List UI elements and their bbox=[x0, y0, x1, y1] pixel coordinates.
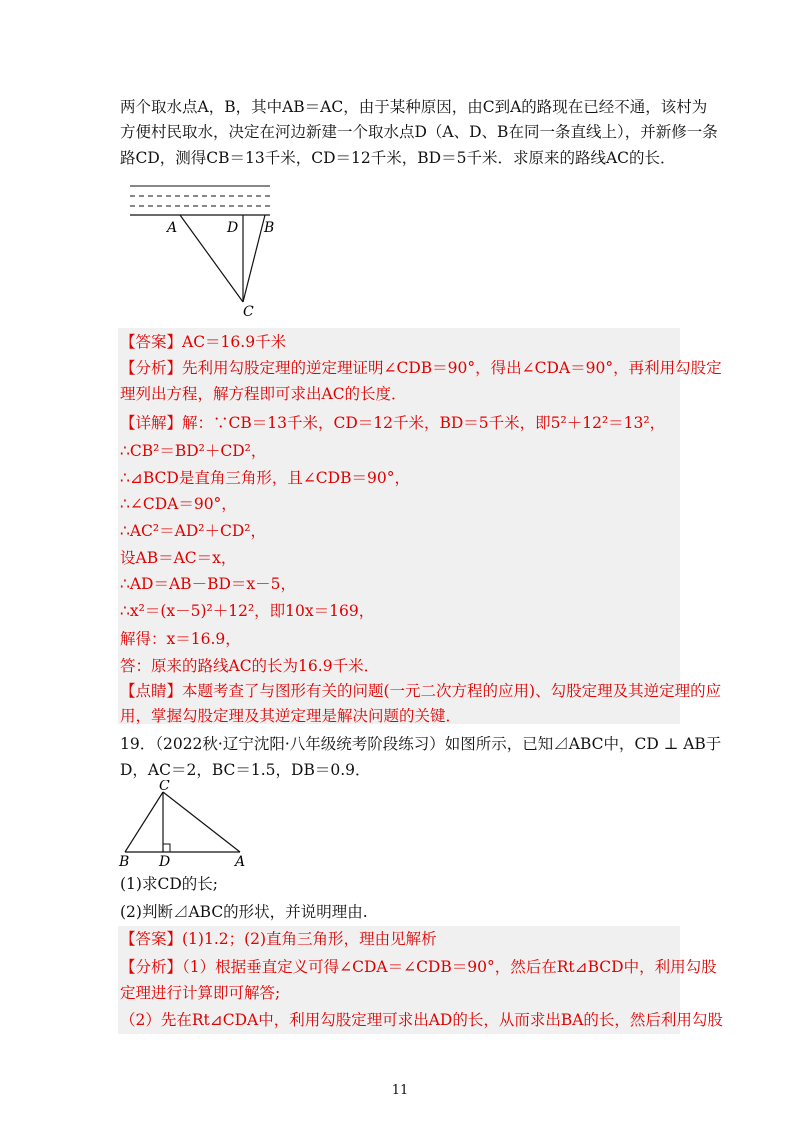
label-c: C bbox=[243, 304, 254, 320]
analysis-19-line-2: 定理进行计算即可解答; bbox=[120, 984, 281, 1002]
detail-1-line-6: 设AB＝AC＝x， bbox=[120, 549, 237, 567]
problem-19-line-2: D，AC＝2，BC＝1.5，DB＝0.9． bbox=[120, 761, 371, 779]
analysis-1-line-1: 【分析】先利用勾股定理的逆定理证明∠CDB＝90°，得出∠CDA＝90°，再利用勾股定 bbox=[120, 359, 722, 377]
detail-1-line-1: 【详解】解：∵CB＝13千米，CD＝12千米，BD＝5千米，即5²＋12²＝13²， bbox=[120, 414, 666, 432]
answer-1: 【答案】AC＝16.9千米 bbox=[120, 333, 287, 351]
label-b: B bbox=[264, 220, 275, 236]
label-c2: C bbox=[159, 780, 170, 794]
analysis-19-line-1: 【分析】（1）根据垂直定义可得∠CDA＝∠CDB＝90°，然后在Rt⊿BCD中，利用勾股 bbox=[120, 958, 717, 976]
page-number: 11 bbox=[391, 1083, 409, 1098]
answer-19: 【答案】(1)1.2；(2)直角三角形，理由见解析 bbox=[120, 930, 437, 948]
problem-line-3: 路CD，测得CB＝13千米，CD＝12千米，BD＝5千米．求原来的路线AC的长． bbox=[120, 149, 676, 167]
segment-ca bbox=[163, 792, 240, 852]
detail-1-line-3: ∴⊿BCD是直角三角形，且∠CDB＝90°， bbox=[120, 469, 410, 487]
detail-1-line-10: 答：原来的路线AC的长为16.9千米． bbox=[120, 657, 380, 675]
detail-1-line-4: ∴∠CDA＝90°， bbox=[120, 495, 237, 513]
label-a2: A bbox=[235, 854, 246, 870]
right-angle-mark bbox=[163, 844, 170, 852]
label-a: A bbox=[167, 220, 178, 236]
label-b2: B bbox=[119, 854, 130, 870]
detail-1-line-5: ∴AC²＝AD²＋CD²， bbox=[120, 522, 266, 540]
detail-1-line-2: ∴CB²＝BD²＋CD²， bbox=[120, 442, 267, 460]
question-19-2: (2)判断⊿ABC的形状，并说明理由. bbox=[120, 903, 368, 921]
label-d2: D bbox=[159, 854, 171, 870]
detail-1-line-9: 解得：x＝16.9， bbox=[120, 630, 241, 648]
problem-19-line-1: 19．（2022秋·辽宁沈阳·八年级统考阶段练习）如图所示，已知⊿ABC中，CD ⊥ AB于 bbox=[120, 735, 722, 753]
problem-line-2: 方便村民取水，决定在河边新建一个取水点D（A、D、B在同一条直线上），并新修一条 bbox=[120, 123, 718, 141]
comment-1-line-2: 用，掌握勾股定理及其逆定理是解决问题的关键． bbox=[120, 707, 462, 725]
segment-bc bbox=[243, 215, 265, 302]
problem-line-1: 两个取水点A，B，其中AB＝AC，由于某种原因，由C到A的路现在已经不通，该村为 bbox=[120, 98, 708, 116]
detail-1-line-8: ∴x²＝(x－5)²＋12²，即10x＝169， bbox=[120, 602, 375, 620]
detail-1-line-7: ∴AD＝AB－BD＝x－5， bbox=[120, 575, 296, 593]
question-19-1: (1)求CD的长; bbox=[120, 875, 218, 893]
comment-1-line-1: 【点睛】本题考查了与图形有关的问题(一元二次方程的应用)、勾股定理及其逆定理的应 bbox=[120, 682, 722, 700]
segment-bc bbox=[125, 792, 163, 852]
analysis-1-line-2: 理列出方程，解方程即可求出AC的长度． bbox=[120, 385, 407, 403]
label-d: D bbox=[227, 220, 239, 236]
triangle-figure bbox=[115, 780, 265, 870]
analysis-19-line-3: （2）先在Rt⊿CDA中，利用勾股定理可求出AD的长，从而求出BA的长，然后利用勾股 bbox=[120, 1011, 723, 1029]
river-figure bbox=[125, 182, 275, 322]
